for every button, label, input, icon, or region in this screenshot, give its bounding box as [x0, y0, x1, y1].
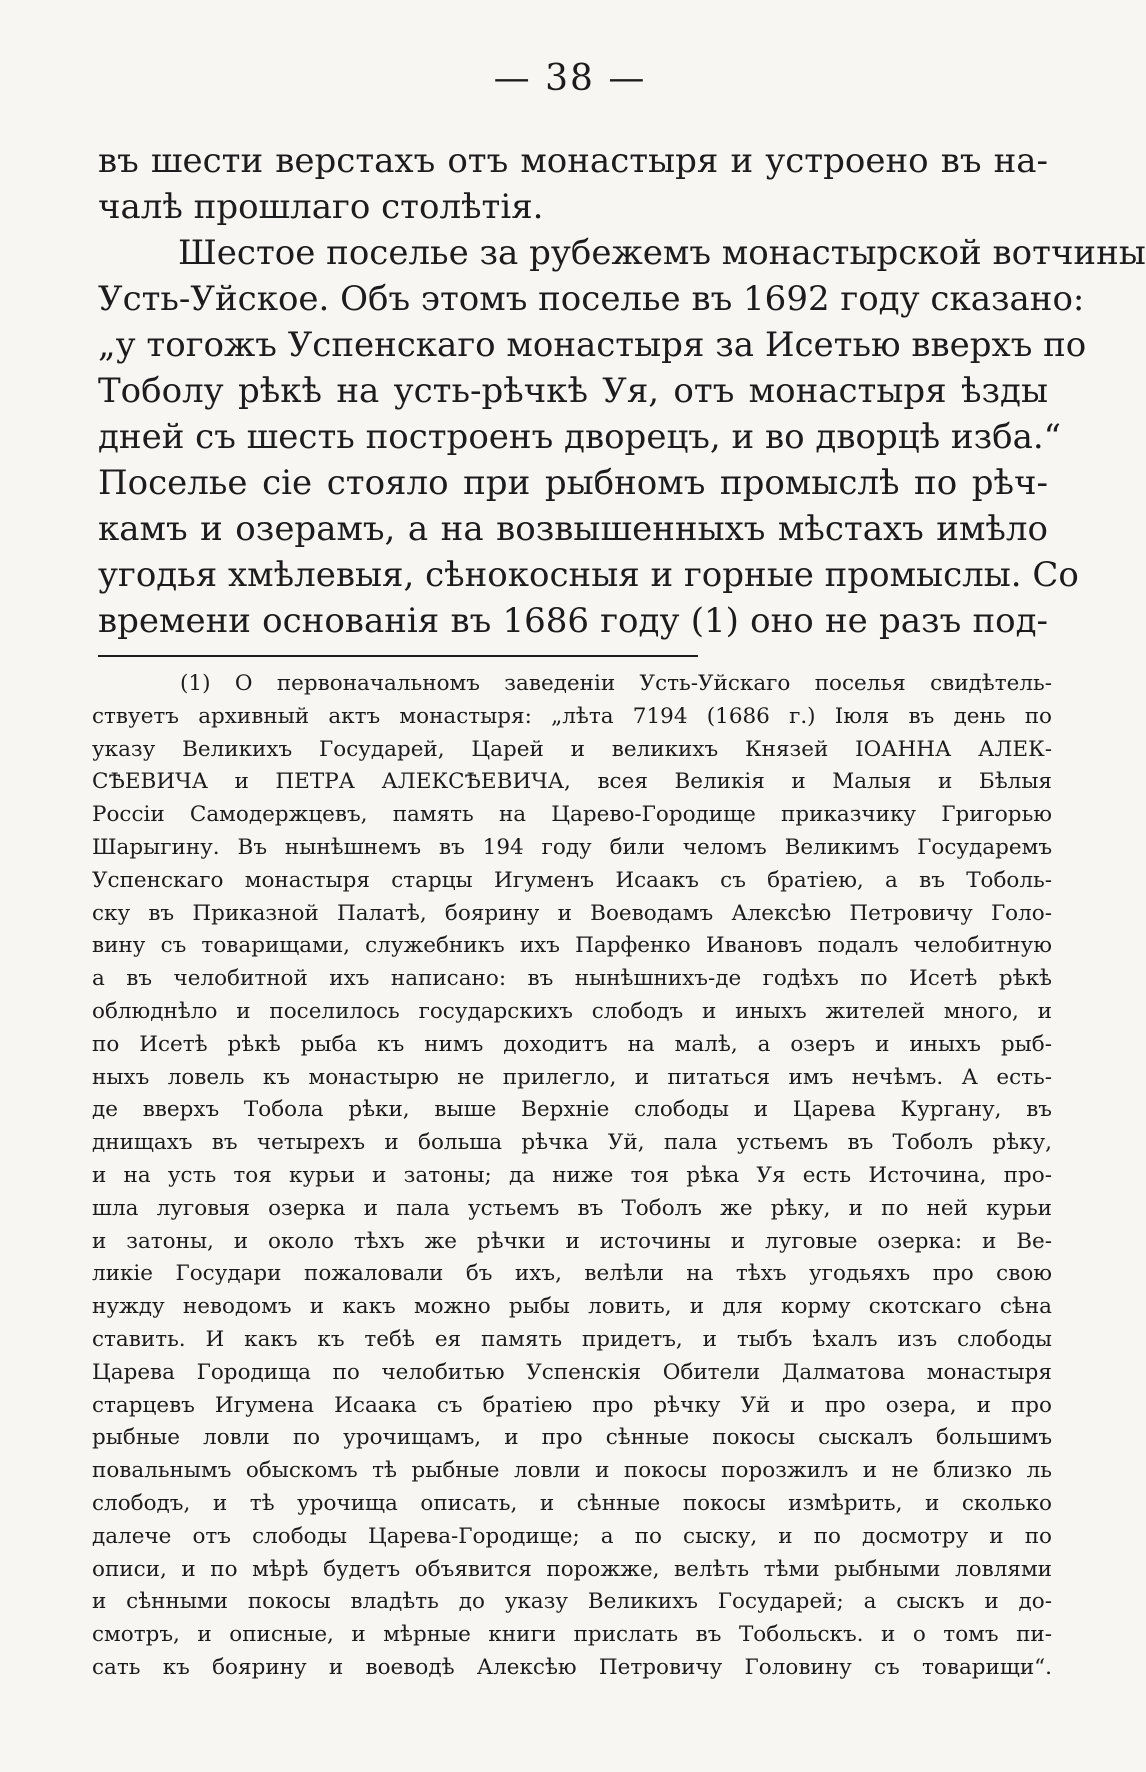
footnote-line: рыбные ловли по урочищамъ, и про сѣнные покосы сыскалъ большимъ [92, 1425, 1052, 1451]
footnote-line: нужду неводомъ и какъ можно рыбы ловить, и для корму скотскаго сѣна [92, 1294, 1052, 1320]
footnote-line: де вверхъ Тобола рѣки, выше Верхніе слободы и Царева Кургану, въ [92, 1097, 1052, 1123]
text-line: времени основанія въ 1686 году (1) оно не разъ под- [98, 601, 1048, 641]
footnote-line: и на усть тоя курьи и затоны; да ниже тоя рѣка Уя есть Источина, про- [92, 1162, 1052, 1188]
footnote-line: Царева Городища по челобитью Успенскія Обители Далматова монастыря [92, 1359, 1052, 1385]
footnote-line: Успенскаго монастыря старцы Игуменъ Исаакъ съ братіею, а въ Тоболь- [92, 867, 1052, 893]
text-line: угодья хмѣлевыя, сѣнокосныя и горные промыслы. Со [98, 555, 1079, 595]
text-line: Тоболу рѣкѣ на усть-рѣчкѣ Уя, отъ монастыря ѣзды [98, 371, 1048, 411]
footnote-line: ставить. И какъ къ тебѣ ея память придетъ, и тыбъ ѣхалъ изъ слободы [92, 1326, 1052, 1352]
text-line: въ шести верстахъ отъ монастыря и устроено въ на- [98, 141, 1048, 181]
footnote-line: и затоны, и около тѣхъ же рѣчки и источины и луговые озерка: и Ве- [92, 1228, 1052, 1254]
footnote-line: ликіе Государи пожаловали бъ ихъ, велѣли на тѣхъ угодьяхъ про свою [92, 1261, 1052, 1287]
footnote-line: облюднѣло и поселилось государскихъ слободъ и иныхъ жителей много, и [92, 998, 1052, 1024]
footnote-line: описи, и по мѣрѣ будетъ объявится порожже, велѣть тѣми рыбными ловлями [92, 1556, 1052, 1582]
footnote-line: ныхъ ловель къ монастырю не прилегло, и питаться имъ нечѣмъ. А есть- [92, 1064, 1052, 1090]
text-line: дней съ шесть построенъ дворецъ, и во дворцѣ изба.“ [98, 417, 1062, 457]
main-text [98, 138, 1146, 644]
footnote-line: смотръ, и описные, и мѣрные книги прислать въ Тобольскъ. и о томъ пи- [92, 1622, 1052, 1648]
footnote-line: Шарыгину. Въ нынѣшнемъ въ 194 году били челомъ Великимъ Государемъ [92, 834, 1052, 860]
footnote-line: (1) О первоначальномъ заведеніи Усть-Уйскаго поселья свидѣтель- [180, 671, 1052, 696]
footnote-line: повальнымъ обыскомъ тѣ рыбные ловли и покосы порозжилъ и не близко ль [92, 1458, 1052, 1484]
footnote-line: старцевъ Игумена Исаака съ братіею про рѣчку Уй и про озера, и про [92, 1392, 1052, 1418]
footnote-line: шла луговыя озерка и пала устьемъ въ Тоболъ же рѣку, и по ней курьи [92, 1195, 1052, 1221]
footnote-line: указу Великихъ Государей, Царей и великихъ Князей ІОАННА АЛЕК- [92, 736, 1052, 762]
footnote-line: Россіи Самодержцевъ, память на Царево-Городище приказчику Григорью [92, 802, 1052, 828]
footnote-line: днищахъ въ четырехъ и больша рѣчка Уй, пала устьемъ въ Тоболъ рѣку, [92, 1130, 1052, 1156]
footnote-line: ску въ Приказной Палатѣ, боярину и Воеводамъ Алексѣю Петровичу Голо- [92, 900, 1052, 926]
text-line: чалѣ прошлаго столѣтія. [98, 187, 544, 227]
footnote-line: СѢЕВИЧА и ПЕТРА АЛЕКСѢЕВИЧА, всея Великія и Малыя и Бѣлыя [92, 769, 1052, 795]
footnote-line: далече отъ слободы Царева-Городище; а по сыску, и по досмотру и по [92, 1523, 1052, 1549]
footnote-line: сать къ боярину и воеводѣ Алексѣю Петровичу Головину съ товарищи“. [92, 1654, 1052, 1680]
footnote [92, 668, 1052, 1685]
text-line: „у тогожъ Успенскаго монастыря за Исетью вверхъ по [98, 325, 1087, 365]
text-line: Усть-Уйское. Объ этомъ поселье въ 1692 году сказано: [98, 279, 1085, 319]
text-line: Шестое поселье за рубежемъ монастырской вотчины [178, 233, 1146, 273]
footnote-divider [98, 655, 698, 657]
footnote-line: слободъ, и тѣ урочища описать, и сѣнные покосы измѣрить, и сколько [92, 1490, 1052, 1516]
page-number: — 38 — [493, 58, 647, 99]
footnote-line: вину съ товарищами, служебникъ ихъ Парфенко Ивановъ подалъ челобитную [92, 933, 1052, 959]
footnote-line: а въ челобитной ихъ написано: въ нынѣшнихъ-де годѣхъ по Исетѣ рѣкѣ [92, 966, 1052, 992]
footnote-line: ствуетъ архивный актъ монастыря: „лѣта 7194 (1686 г.) Іюля въ день по [92, 703, 1052, 729]
footnote-line: по Исетѣ рѣкѣ рыба къ нимъ доходитъ на малѣ, а озеръ и иныхъ рыб- [92, 1031, 1052, 1057]
footnote-line: и сѣнными покосы владѣть до указу Великихъ Государей; а сыскъ и до- [92, 1589, 1052, 1615]
text-line: Поселье сіе стояло при рыбномъ промыслѣ по рѣч- [98, 463, 1048, 503]
text-line: камъ и озерамъ, а на возвышенныхъ мѣстахъ имѣло [98, 509, 1048, 549]
